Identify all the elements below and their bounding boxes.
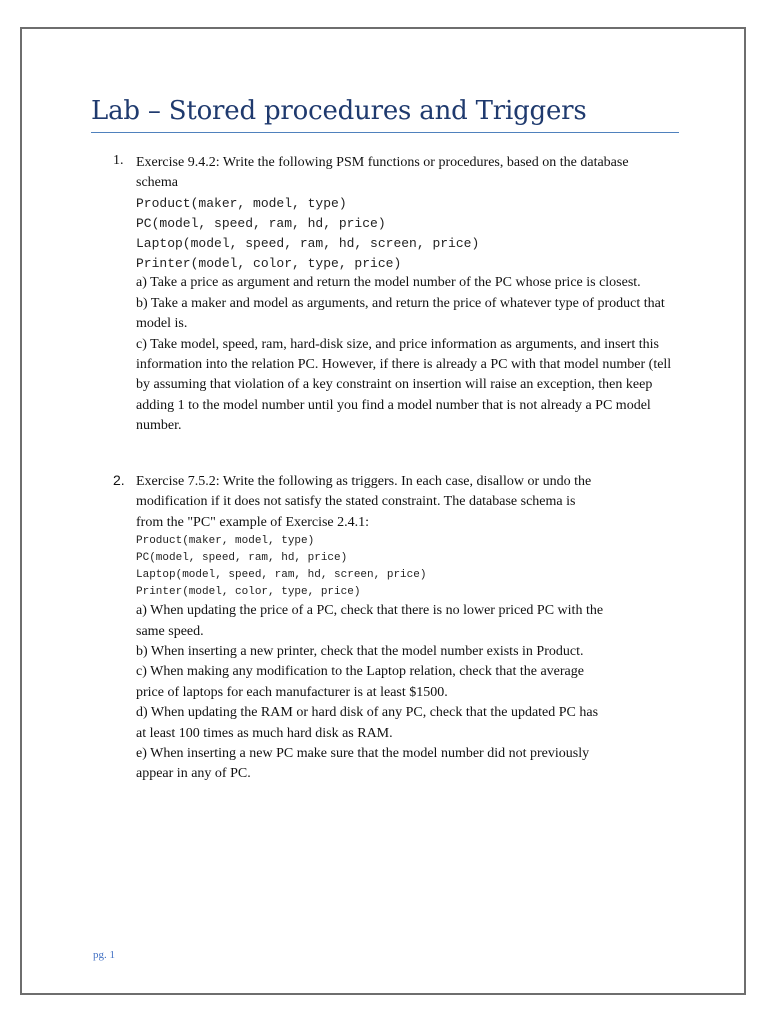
schema-line: Product(maker, model, type) [136, 195, 347, 211]
part-d: d) When updating the RAM or hard disk of any PC, check that the updated PC has at least 100 times as much hard disk as RAM. [136, 705, 599, 741]
item-body [136, 153, 674, 437]
item-body [136, 472, 674, 785]
part-e: e) When inserting a new PC make sure that the model number did not previously appear in any of PC. [136, 746, 590, 782]
part-b: b) When inserting a new printer, check that the model number exists in Product. [136, 644, 584, 660]
page-number: pg. 1 [93, 949, 115, 961]
item-intro: Exercise 7.5.2: Write the following as triggers. In each case, disallow or undo the modification if it does not satisfy the stated constraint. The database schema is from the "PC" example of Exercise 2.4.1: [136, 474, 592, 530]
item-intro: Exercise 9.4.2: Write the following PSM functions or procedures, based on the database schema [136, 155, 629, 191]
part-c: c) Take model, speed, ram, hard-disk size, and price information as arguments, and insert this information into the relation PC. However, if there is already a PC with that model number (tell by assuming that violation of a key constraint on insertion will raise an exception, then keep adding 1 to the model number until you find a model number that is not already a PC model number. [136, 336, 672, 434]
part-a: a) Take a price as argument and return the model number of the PC whose price is closest. [136, 275, 641, 291]
schema-line: Printer(model, color, type, price) [136, 255, 402, 271]
schema-line: Product(maker, model, type) [136, 535, 315, 548]
item-number: 2. [113, 472, 125, 488]
part-b: b) Take a maker and model as arguments, and return the price of whatever type of product that model is. [136, 295, 665, 332]
schema-line: Laptop(model, speed, ram, hd, screen, price) [136, 569, 427, 582]
schema-line: Laptop(model, speed, ram, hd, screen, price) [136, 235, 480, 251]
page-title: Lab – Stored procedures and Triggers [91, 96, 587, 126]
schema-line: Printer(model, color, type, price) [136, 586, 361, 599]
title-underline [91, 132, 679, 133]
schema-line: PC(model, speed, ram, hd, price) [136, 215, 386, 231]
item-number: 1. [113, 153, 124, 168]
document-page [20, 27, 746, 995]
part-a: a) When updating the price of a PC, check that there is no lower priced PC with the same speed. [136, 603, 604, 639]
schema-line: PC(model, speed, ram, hd, price) [136, 552, 348, 565]
part-c: c) When making any modification to the Laptop relation, check that the average price of laptops for each manufacturer is at least $1500. [136, 664, 584, 700]
